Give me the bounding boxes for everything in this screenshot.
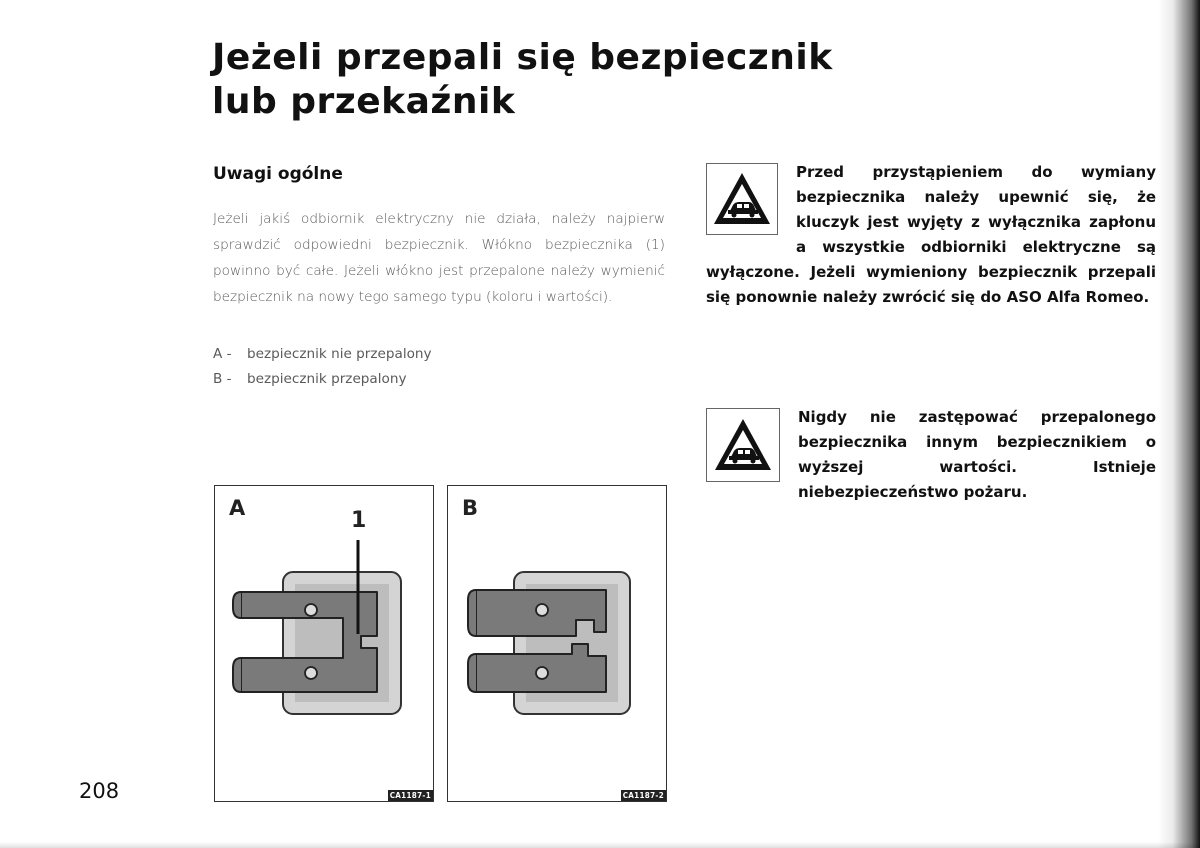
page-bottom-shadow (0, 842, 1200, 848)
list-item (213, 342, 432, 367)
figure-fuse-blown (447, 485, 667, 802)
list-item-key: B - (213, 371, 232, 387)
warning-note-1 (706, 160, 1156, 310)
page-title (212, 36, 833, 124)
warning-text-1: Przed przystąpieniem do wymiany bezpiecznika należy upewnić się, że kluczyk jest wyjęty z wyłącznika zapłonu a wszystkie odbiorniki elektryczne są wyłączone. Jeżeli wymieniony bezpiecznik przepali się ponownie należy zwrócić się do ASO Alfa Romeo. (706, 163, 1156, 306)
warning-note-2 (706, 405, 1156, 505)
warning-car-icon (706, 163, 778, 235)
list-item-text: bezpiecznik przepalony (247, 371, 407, 387)
page-title-line-1: Jeżeli przepali się bezpiecznik (212, 37, 833, 78)
list-item-key: A - (213, 346, 232, 362)
figure-code: CA1187-1 (389, 791, 431, 800)
section-body-text: Jeżeli jakiś odbiornik elektryczny nie działa, należy najpierw sprawdzić odpowiedni bezpiecznik. Włókno bezpiecznika (1) powinno być całe. Jeżeli włókno jest przepalone należy wymienić bezpiecznik na nowy tego samego typu (koloru i wartości). (213, 211, 665, 305)
page-title-line-2: lub przekaźnik (212, 81, 516, 122)
fuse-legend-list (213, 342, 432, 392)
figure-code: CA1187-2 (622, 791, 664, 800)
list-item (213, 367, 432, 392)
section-heading: Uwagi ogólne (213, 164, 343, 184)
warning-text-2: Nigdy nie zastępować przepalonego bezpiecznika innym bezpiecznikiem o wyższej wartości. Istnieje niebezpieczeństwo pożaru. (798, 408, 1156, 501)
warning-car-icon (706, 408, 780, 482)
figure-fuse-intact (214, 485, 434, 802)
figure-callout-number: 1 (351, 508, 367, 533)
figure-label: A (229, 496, 246, 520)
list-item-text: bezpiecznik nie przepalony (247, 346, 432, 362)
page-edge-shadow (1158, 0, 1200, 848)
fuse-blown-illustration (448, 486, 666, 801)
page-number: 208 (79, 779, 120, 803)
fuse-intact-illustration (215, 486, 433, 801)
figure-label: B (462, 496, 479, 520)
